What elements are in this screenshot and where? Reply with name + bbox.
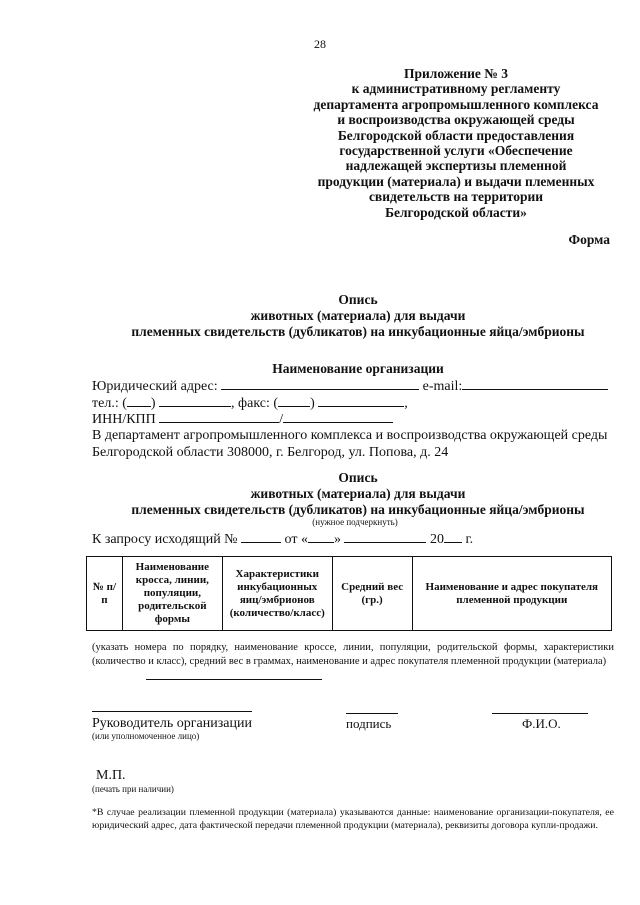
request-quote: »	[333, 532, 341, 547]
fax-label: , факс: (	[231, 396, 279, 411]
inn-field[interactable]	[159, 411, 279, 423]
appendix-header	[300, 66, 612, 220]
page-number: 28	[314, 37, 326, 51]
phone-fax-row	[92, 395, 408, 412]
fax-comma: ,	[404, 396, 408, 411]
inventory-title-line: Опись	[338, 292, 378, 307]
appendix-line: государственной услуги «Обеспечение	[339, 143, 573, 159]
tel-code-field[interactable]	[127, 395, 151, 407]
footnote: *В случае реализации племенной продукции (материала) указываются данные: наименование организации-покупателя, ее юридический адрес, дата фактической передачи племенной продукции (материала), реквизиты договора купли-продажи.	[92, 807, 614, 831]
tel-paren: )	[150, 396, 156, 411]
table-header-cell: Наименование и адрес покупателя племенной продукции	[412, 557, 611, 631]
request-row	[92, 531, 473, 548]
stamp-label: М.П.	[96, 768, 126, 783]
request-from: от «	[284, 532, 308, 547]
fax-number-field[interactable]	[318, 395, 404, 407]
department-address-line: Белгородской области 308000, г. Белгород, ул. Попова, д. 24	[92, 445, 449, 460]
request-year-suffix: г.	[465, 532, 474, 547]
table-header-cell: Средний вес (гр.)	[332, 557, 412, 631]
request-label: К запросу исходящий №	[92, 532, 238, 547]
table-header-cell: № п/п	[87, 557, 123, 631]
appendix-line: надлежащей экспертизы племенной	[345, 158, 567, 174]
tel-number-field[interactable]	[159, 395, 231, 407]
signature-line[interactable]	[346, 713, 398, 714]
stamp-note: (печать при наличии)	[92, 784, 174, 794]
email-field[interactable]	[462, 378, 608, 390]
tel-label: тел.: (	[92, 396, 127, 411]
form-label: Форма	[568, 232, 610, 247]
inn-kpp-label: ИНН/КПП	[92, 412, 156, 427]
inventory-title-line: племенных свидетельств (дубликатов) на инкубационные яйца/эмбрионы	[131, 502, 585, 517]
instruction-note: (указать номера по порядку, наименование кроссе, линии, популяции, родительской формы, характеристики (количество и класс), средний вес в граммах, наименование и адрес покупателя племенной продукции (материала)	[92, 642, 614, 667]
inn-kpp-separator: /	[279, 412, 284, 427]
head-label: Руководитель организации	[92, 716, 252, 731]
appendix-line: свидетельств на территории	[368, 189, 544, 205]
appendix-line: Белгородской области»	[385, 204, 527, 220]
legal-address-row	[92, 378, 608, 395]
request-month-field[interactable]	[344, 531, 426, 543]
inventory-title-1	[0, 292, 640, 340]
request-number-field[interactable]	[241, 531, 281, 543]
table-header-cell: Наименование кросса, линии, популяции, родительской формы	[122, 557, 222, 631]
inventory-title-line: животных (материала) для выдачи	[250, 308, 466, 323]
legal-address-label: Юридический адрес:	[92, 379, 218, 394]
fio-label: Ф.И.О.	[522, 716, 561, 731]
inventory-table	[86, 556, 612, 631]
legal-address-field[interactable]	[221, 378, 419, 390]
request-year-prefix: 20	[429, 532, 444, 547]
table-header-cell: Характеристики инкубационных яиц/эмбрионов (количество/класс)	[222, 557, 332, 631]
underline-note: (нужное подчеркнуть)	[312, 517, 398, 527]
inventory-title-line: Опись	[338, 470, 378, 485]
inventory-title-line: животных (материала) для выдачи	[250, 486, 466, 501]
appendix-line: Белгородской области предоставления	[337, 127, 575, 143]
inventory-title-2	[0, 470, 640, 518]
request-day-field[interactable]	[308, 531, 334, 543]
inn-kpp-row	[92, 411, 393, 428]
appendix-line: к административному регламенту	[351, 81, 561, 97]
organization-name-label: Наименование организации	[272, 361, 444, 376]
head-note: (или уполномоченное лицо)	[92, 731, 200, 741]
inventory-title-line: племенных свидетельств (дубликатов) на инкубационные яйца/эмбрионы	[131, 324, 585, 339]
fax-code-field[interactable]	[278, 395, 310, 407]
appendix-line: продукции (материала) и выдачи племенных	[317, 173, 595, 189]
department-address-line: В департамент агропромышленного комплекса и воспроизводства окружающей среды	[92, 428, 608, 443]
email-label: e-mail:	[422, 379, 463, 394]
kpp-field[interactable]	[283, 411, 393, 423]
sign-label: подпись	[346, 716, 392, 731]
appendix-line: департамента агропромышленного комплекса	[313, 96, 599, 112]
fax-paren: )	[310, 396, 315, 411]
instruction-line[interactable]	[146, 679, 322, 680]
table-header-row	[87, 557, 612, 631]
appendix-line: и воспроизводства окружающей среды	[337, 112, 575, 128]
fio-line[interactable]	[492, 713, 588, 714]
request-year-field[interactable]	[444, 531, 462, 543]
appendix-title: Приложение № 3	[404, 66, 508, 81]
head-signature-line[interactable]	[92, 711, 252, 712]
